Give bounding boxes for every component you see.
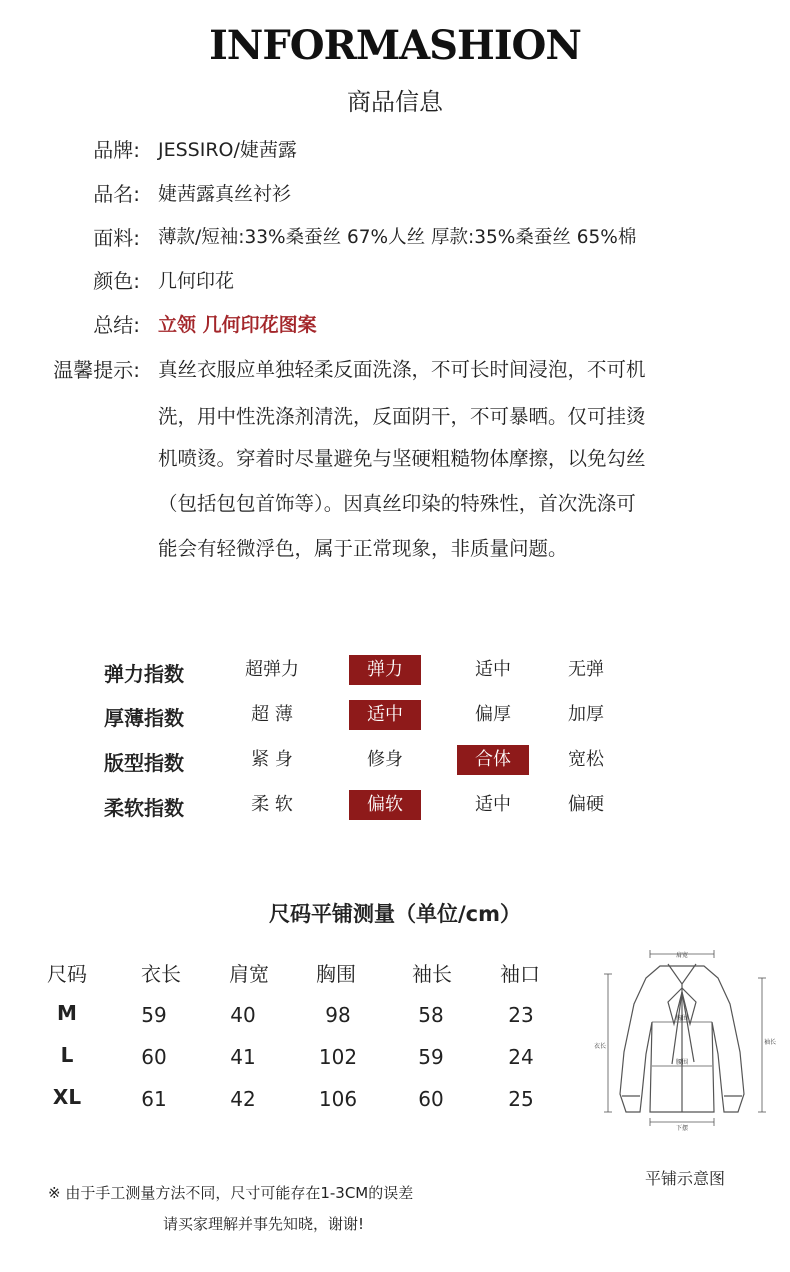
info-value-name: 婕茜露真丝衬衫: [158, 183, 292, 205]
diagram-label-waist: 腰围: [675, 1059, 689, 1066]
size-table-header: 衣长: [141, 962, 181, 986]
index-option: 超弹力: [245, 659, 299, 680]
index-option: 偏软: [349, 790, 421, 820]
table-cell: 59: [418, 1045, 444, 1069]
size-table-header: 胸围: [316, 962, 356, 986]
shirt-measurement-diagram: [590, 944, 780, 1134]
index-option: 超 薄: [251, 704, 293, 725]
index-option: 修身: [367, 749, 403, 770]
table-cell: 98: [325, 1003, 351, 1027]
info-value-summary: 立领 几何印花图案: [158, 314, 317, 336]
page-title: INFORMASHION: [209, 22, 581, 69]
size-table-header: 肩宽: [229, 962, 269, 986]
table-cell: 23: [508, 1003, 534, 1027]
size-table-header: 袖长: [412, 962, 452, 986]
index-option: 适中: [349, 700, 421, 730]
page-subtitle: 商品信息: [347, 88, 443, 116]
care-note-line: 真丝衣服应单独轻柔反面洗涤，不可长时间浸泡，不可机: [158, 358, 646, 381]
table-cell: 59: [141, 1003, 167, 1027]
table-cell: L: [60, 1043, 74, 1067]
index-option: 适中: [475, 659, 511, 680]
index-option: 偏硬: [568, 794, 604, 815]
diagram-label-sleeve: 袖长: [763, 1039, 777, 1046]
buyer-notice: 请买家理解并事先知晓，谢谢!: [163, 1215, 365, 1233]
care-note-label: 温馨提示:: [53, 358, 140, 382]
info-value-brand: JESSIRO/婕茜露: [158, 139, 297, 161]
info-value-color: 几何印花: [158, 270, 235, 292]
diagram-label-chest: 胸围: [675, 1015, 689, 1022]
table-cell: 42: [230, 1087, 256, 1111]
index-option: 宽松: [568, 749, 604, 770]
index-option: 偏厚: [475, 704, 511, 725]
diagram-label-length: 衣长: [593, 1043, 607, 1050]
size-table-title: 尺码平铺测量（单位/cm）: [269, 902, 521, 926]
index-option: 无弹: [568, 659, 604, 680]
table-cell: XL: [52, 1085, 82, 1109]
index-option: 弹力: [349, 655, 421, 685]
table-cell: 58: [418, 1003, 444, 1027]
index-option: 适中: [475, 794, 511, 815]
info-label-name: 品名:: [93, 182, 140, 206]
index-label-softness: 柔软指数: [104, 796, 184, 820]
index-label-elasticity: 弹力指数: [104, 662, 184, 686]
care-note-line: 机喷烫。穿着时尽量避免与坚硬粗糙物体摩擦，以免勾丝: [158, 447, 646, 470]
table-cell: M: [57, 1001, 77, 1025]
index-option: 柔 软: [251, 794, 293, 815]
measurement-disclaimer: ※ 由于手工测量方法不同，尺寸可能存在1-3CM的误差: [48, 1184, 414, 1202]
info-label-summary: 总结:: [93, 313, 140, 337]
index-option: 加厚: [568, 704, 604, 725]
size-table-header: 袖口: [500, 962, 540, 986]
diagram-label-hem: 下摆: [675, 1125, 689, 1132]
table-cell: 25: [508, 1087, 534, 1111]
index-label-thickness: 厚薄指数: [104, 706, 184, 730]
info-label-color: 颜色:: [93, 269, 140, 293]
info-label-brand: 品牌:: [93, 138, 140, 162]
size-table-header: 尺码: [47, 962, 87, 986]
index-option: 紧 身: [251, 749, 293, 770]
table-cell: 102: [318, 1045, 358, 1069]
table-cell: 60: [141, 1045, 167, 1069]
diagram-label-shoulder: 肩宽: [675, 952, 689, 959]
care-note-line: 洗，用中性洗涤剂清洗，反面阴干，不可暴晒。仅可挂烫: [158, 405, 646, 428]
info-value-fabric: 薄款/短袖:33%桑蚕丝 67%人丝 厚款:35%桑蚕丝 65%棉: [158, 227, 637, 248]
table-cell: 106: [318, 1087, 358, 1111]
care-note-line: 能会有轻微浮色，属于正常现象，非质量问题。: [158, 537, 568, 560]
index-option: 合体: [457, 745, 529, 775]
table-cell: 61: [141, 1087, 167, 1111]
diagram-caption: 平铺示意图: [644, 1169, 725, 1188]
table-cell: 60: [418, 1087, 444, 1111]
index-label-fit: 版型指数: [104, 751, 184, 775]
info-label-fabric: 面料:: [93, 226, 140, 250]
table-cell: 40: [230, 1003, 256, 1027]
table-cell: 41: [230, 1045, 256, 1069]
care-note-line: （包括包包首饰等）。因真丝印染的特殊性，首次洗涤可: [158, 492, 636, 515]
table-cell: 24: [508, 1045, 534, 1069]
